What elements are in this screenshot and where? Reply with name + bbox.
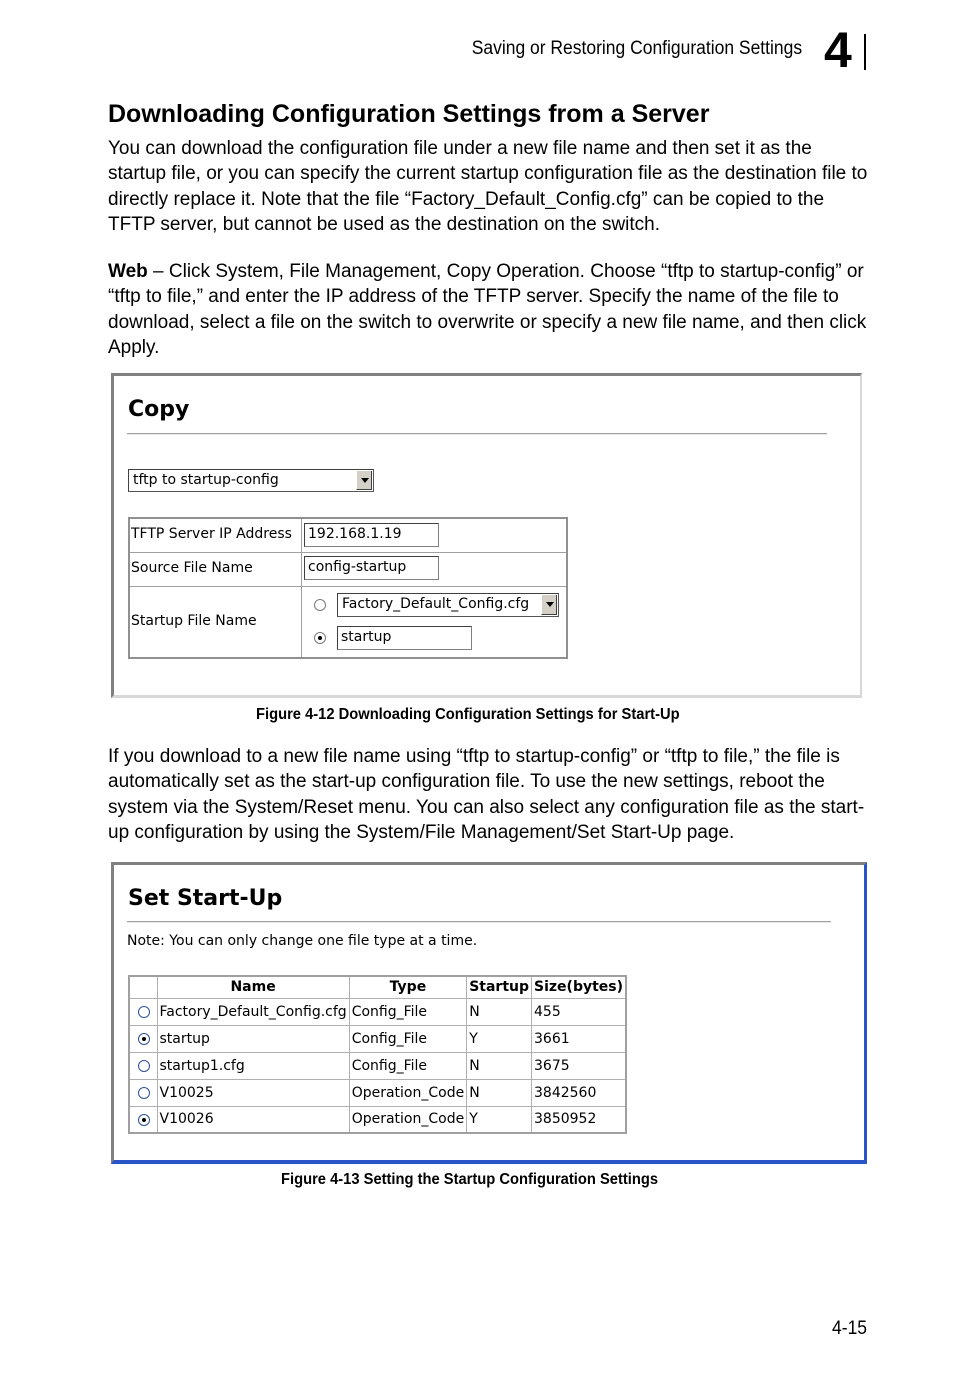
copy-operation-value: tftp to startup-config [133,472,279,488]
figure-13-caption: Figure 4-13 Setting the Startup Configuration Settings [281,1171,659,1188]
table-row [129,1106,626,1133]
form-col-divider [301,519,302,657]
file-size-cell: 455 [532,998,627,1025]
new-file-radio[interactable] [314,632,326,644]
source-file-label: Source File Name [131,560,253,576]
copy-operation-select[interactable] [128,469,374,492]
startup-file-label: Startup File Name [131,613,257,629]
file-name-cell: startup [157,1025,349,1052]
file-name-cell: startup1.cfg [157,1052,349,1079]
set-startup-title-rule [127,921,831,923]
file-size-cell: 3661 [532,1025,627,1052]
row-select-cell [129,998,157,1025]
file-type-cell: Config_File [349,998,467,1025]
server-ip-input[interactable]: 192.168.1.19 [304,523,439,547]
existing-file-select[interactable] [337,593,559,617]
table-row [129,1079,626,1106]
file-select-radio[interactable] [138,1033,150,1045]
file-size-cell: 3675 [532,1052,627,1079]
file-type-cell: Operation_Code [349,1079,467,1106]
copy-page-title: Copy [128,397,190,422]
startup-explanation-paragraph: If you download to a new file name using “tftp to startup-config” or “tftp to file,” the file is automatically set as the start-up configuration file. To use the new settings, reboot the system via the System/Reset menu. You can also select any configuration file as the start-up configuration by using the System/File Management/Set Start-Up page. [108,746,865,843]
file-select-radio[interactable] [138,1060,150,1072]
column-header-startup: Startup [467,976,532,998]
table-row [129,1052,626,1079]
running-header: Saving or Restoring Configuration Settings [471,38,802,59]
web-instructions-text: – Click System, File Management, Copy Operation. Choose “tftp to startup-config” or “tftp to file,” and enter the IP address of the TFTP server. Specify the name of the file to download, select a file on the switch to overwrite or specify a new file name, and then click Apply. [108,261,867,358]
existing-file-value: Factory_Default_Config.cfg [342,596,530,612]
file-name-cell: V10026 [157,1106,349,1133]
existing-file-radio[interactable] [314,599,326,611]
row-select-cell [129,1025,157,1052]
new-file-input[interactable]: startup [337,626,472,650]
column-header-type: Type [349,976,467,998]
set-startup-page-title: Set Start-Up [128,886,283,911]
file-type-note: Note: You can only change one file type at a time. [127,933,478,949]
row-select-cell [129,1079,157,1106]
file-type-cell: Operation_Code [349,1106,467,1133]
file-size-cell: 3850952 [532,1106,627,1133]
file-type-cell: Config_File [349,1052,467,1079]
file-select-radio[interactable] [138,1087,150,1099]
table-header-row [129,976,626,998]
table-row [129,998,626,1025]
form-row-divider [130,552,566,553]
section-title: Downloading Configuration Settings from a Server [108,100,710,128]
row-select-cell [129,1052,157,1079]
file-name-cell: V10025 [157,1079,349,1106]
file-name-cell: Factory_Default_Config.cfg [157,998,349,1025]
source-file-input[interactable]: config-startup [304,556,439,580]
file-startup-cell: N [467,1079,532,1106]
web-instructions-paragraph [108,259,868,360]
server-ip-label: TFTP Server IP Address [131,526,292,542]
column-header-name: Name [157,976,349,998]
chapter-number: 4 [824,22,852,78]
column-header-size: Size(bytes) [532,976,627,998]
intro-paragraph: You can download the configuration file under a new file name and then set it as the startup file, or you can specify the current startup configuration file as the destination file to directly replace it. Note that the file “Factory_Default_Config.cfg” can be copied to the TFTP server, but cannot be used as the destination on the switch. [108,138,868,235]
chevron-down-icon[interactable] [541,595,557,615]
startup-files-table [128,975,627,1134]
file-select-radio[interactable] [138,1114,150,1126]
file-startup-cell: Y [467,1106,532,1133]
table-row [129,1025,626,1052]
file-startup-cell: Y [467,1025,532,1052]
select-column-header [129,976,157,998]
file-startup-cell: N [467,998,532,1025]
web-lead: Web [108,261,148,282]
file-type-cell: Config_File [349,1025,467,1052]
figure-12-caption: Figure 4-12 Downloading Configuration Settings for Start-Up [256,706,680,723]
chevron-down-icon[interactable] [356,471,372,490]
chapter-divider [864,34,866,70]
file-startup-cell: N [467,1052,532,1079]
form-row-divider [130,586,566,587]
page-number: 4-15 [832,1318,867,1339]
copy-title-rule [127,433,827,435]
row-select-cell [129,1106,157,1133]
file-size-cell: 3842560 [532,1079,627,1106]
file-select-radio[interactable] [138,1006,150,1018]
